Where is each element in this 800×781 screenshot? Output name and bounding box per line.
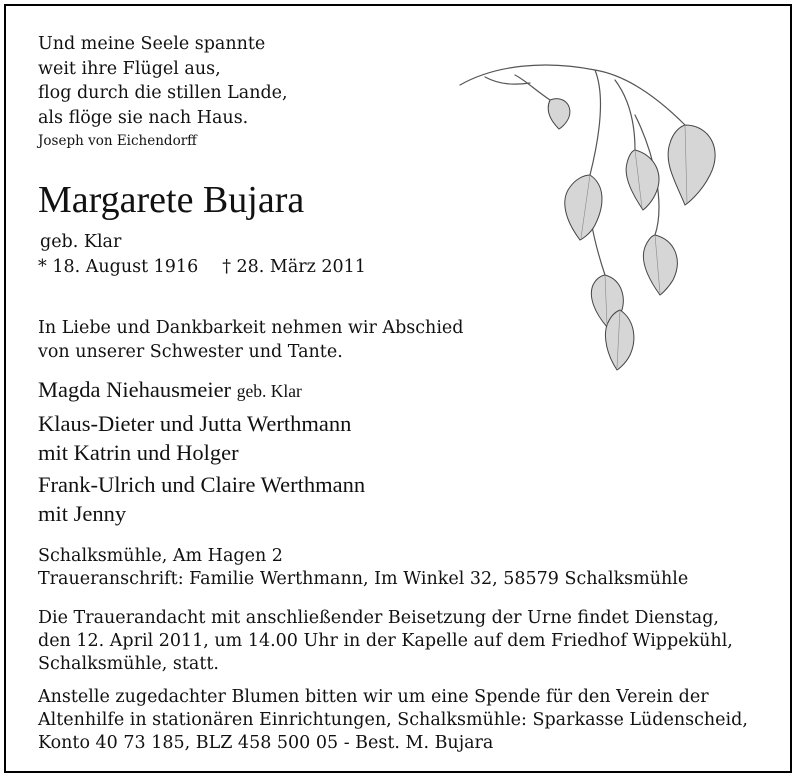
life-dates [38, 255, 366, 279]
mourner-suffix: geb. Klar [236, 381, 302, 401]
poem-author: Joseph von Eichendorff [38, 133, 197, 149]
donation-line: Konto 40 73 185, BLZ 458 500 05 - Best. M. Bujara [38, 733, 494, 753]
service-line: Schalksmühle, statt. [38, 654, 219, 674]
poem-line: weit ihre Flügel aus, [38, 58, 221, 79]
mourner-entry: mit Katrin und Holger [38, 440, 239, 465]
poem-line: flog durch die stillen Lande, [38, 83, 288, 103]
death-date: † 28. März 2011 [222, 257, 366, 277]
donation-info [38, 686, 748, 755]
service-info [38, 607, 733, 676]
maiden-name: geb. Klar [40, 232, 122, 252]
mourner-entry [38, 375, 365, 406]
address-line: Schalksmühle, Am Hagen 2 [38, 546, 283, 566]
service-line: den 12. April 2011, um 14.00 Uhr in der Kapelle auf dem Friedhof Wippekühl, [38, 631, 733, 651]
donation-line: Anstelle zugedachter Blumen bitten wir um eine Spende für den Verein der [38, 687, 709, 707]
mourners-list [38, 375, 365, 528]
mourner-name: Magda Niehausmeier [38, 377, 232, 402]
address-line: Traueranschrift: Familie Werthmann, Im Winkel 32, 58579 Schalksmühle [38, 569, 689, 589]
mourner-entry: mit Jenny [38, 501, 127, 526]
address-block [38, 545, 688, 591]
poem-line: Und meine Seele spannte [38, 34, 266, 54]
birth-date: * 18. August 1916 [38, 257, 199, 277]
deceased-name: Margarete Bujara [38, 179, 305, 221]
farewell-line: von unserer Schwester und Tante. [38, 342, 343, 362]
poem [38, 32, 288, 130]
mourner-entry: Frank-Ulrich und Claire Werthmann [38, 472, 366, 497]
farewell-text [38, 316, 463, 364]
birch-branch-illustration [455, 55, 745, 375]
service-line: Die Trauerandacht mit anschließender Beisetzung der Urne findet Dienstag, [38, 608, 719, 628]
donation-line: Altenhilfe in stationären Einrichtungen, Schalksmühle: Sparkasse Lüdenscheid, [38, 710, 748, 730]
farewell-line: In Liebe und Dankbarkeit nehmen wir Abschied [38, 318, 464, 338]
mourner-entry: Klaus-Dieter und Jutta Werthmann [38, 411, 352, 436]
poem-line: als flöge sie nach Haus. [38, 107, 249, 128]
